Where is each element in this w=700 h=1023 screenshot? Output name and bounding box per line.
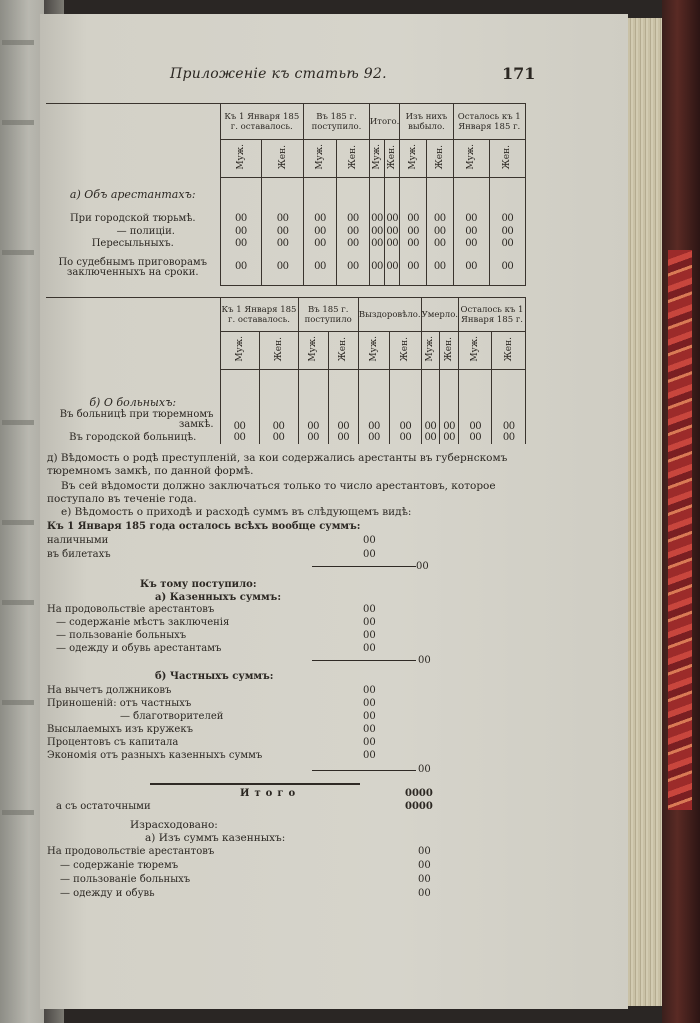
cell: 00 [489, 250, 525, 286]
table1-col-group: Осталось къ 1 Января 185 г. [453, 104, 526, 140]
spent-treasury-heading: а) Изъ суммъ казенныхъ: [145, 832, 286, 844]
table2-corner [46, 298, 220, 370]
sex-label: Жен. [387, 144, 398, 170]
paragraph-crimes: д) Вѣдомость о родѣ преступленій, за кои содержались арестанты въ губернскомъ тюремномъ замкѣ, по данной формѣ. [47, 452, 508, 477]
remainder-total-label: а съ остаточными [56, 801, 151, 812]
cell: 00 [220, 226, 262, 238]
cell: 00 [262, 250, 304, 286]
cell: 00 [298, 432, 328, 444]
ledger-value: 00 [363, 617, 376, 628]
table-row [46, 408, 526, 432]
cell: 00 [426, 212, 453, 226]
treasury-heading: а) Казенныхъ суммъ: [155, 592, 282, 603]
row-label: Въ городской больницѣ. [69, 431, 197, 443]
ledger-label: наличными [47, 535, 109, 546]
cell: 00 [358, 432, 389, 444]
cell: 00 [400, 212, 427, 226]
cell: 00 [328, 408, 358, 432]
sex-label: Жен. [400, 336, 411, 362]
cell: 00 [453, 250, 489, 286]
ledger-value: 00 [363, 604, 376, 615]
cell: 00 [369, 250, 384, 286]
cell: 00 [220, 212, 262, 226]
ledger-value: 00 [363, 698, 376, 709]
ledger-label: На вычетъ должниковъ [47, 685, 172, 696]
remainder-total-value: 0000 [405, 801, 433, 812]
sum-rule [312, 660, 416, 661]
cell: 00 [426, 238, 453, 250]
table2-col-group: Къ 1 Января 185 г. оставалось. [220, 298, 298, 332]
ledger-value: 00 [363, 643, 376, 654]
ledger-label: — одежду и обувь [60, 888, 155, 899]
ledger-value: 00 [363, 685, 376, 696]
table2-col-group: Осталось къ 1 Января 185 г. [459, 298, 526, 332]
cell: 00 [262, 238, 304, 250]
sex-label: Жен. [444, 336, 455, 362]
table-row [46, 226, 526, 238]
ledger-label: Приношеній: отъ частныхъ [47, 698, 192, 709]
sex-label: Жен. [434, 144, 445, 170]
ledger-value: 00 [363, 711, 376, 722]
table1-col-group: Изъ нихъ выбыло. [400, 104, 453, 140]
sex-label: Жен. [347, 144, 358, 170]
cell: 00 [336, 212, 369, 226]
cell: 00 [453, 226, 489, 238]
sex-label: Муж. [425, 336, 436, 362]
cell: 00 [426, 226, 453, 238]
ledger-value: 00 [363, 535, 376, 546]
sex-label: Жен. [338, 336, 349, 362]
cell: 00 [371, 225, 383, 237]
table1-col-group: Итого. [369, 104, 400, 140]
private-heading: б) Частныхъ суммъ: [155, 671, 274, 682]
ledger-value: 00 [363, 724, 376, 735]
cell: 00 [220, 250, 262, 286]
cell: 00 [371, 212, 383, 224]
total-rule [150, 783, 360, 785]
cell: 00 [390, 408, 421, 432]
cell: 00 [400, 250, 427, 286]
cell: 00 [385, 250, 400, 286]
cell: 00 [336, 226, 369, 238]
table1-col-group: Въ 185 г. поступило. [304, 104, 370, 140]
table-row [46, 238, 526, 250]
ledger-value: 00 [363, 549, 376, 560]
sex-label: Муж. [372, 144, 382, 170]
paragraph-note: Въ сей вѣдомости должно заключаться только то число арестантовъ, которое поступало въ теченіе года. [47, 480, 496, 505]
table1-section-label: а) Объ арестантахъ: [69, 187, 196, 201]
remainder-line: Къ 1 Января 185 года осталось всѣхъ вообще суммъ: [47, 521, 361, 532]
cell: 00 [304, 212, 337, 226]
ledger-value: 00 [418, 860, 431, 871]
ledger-value: 00 [418, 874, 431, 885]
ledger-label: — пользованіе больныхъ [60, 874, 191, 885]
subtotal: 00 [418, 655, 431, 666]
table-row [46, 432, 526, 444]
cell: 00 [262, 212, 304, 226]
cell: 00 [390, 432, 421, 444]
sex-label: Муж. [470, 336, 481, 362]
cell: 00 [371, 237, 383, 249]
sex-label: Жен. [277, 144, 288, 170]
cell: 00 [426, 250, 453, 286]
cell: 00 [489, 238, 525, 250]
cell: 00 [440, 408, 459, 432]
cell: 00 [421, 408, 440, 432]
prisoners-table [46, 103, 526, 286]
row-label: Пересыльныхъ. [91, 237, 174, 249]
sex-label: Муж. [308, 336, 319, 362]
ledger-label: — содержаніе тюремъ [60, 860, 179, 871]
cell: 00 [298, 408, 328, 432]
table2-col-group: Выздоровѣло. [358, 298, 421, 332]
ledger-label: — одежду и обувь арестантамъ [56, 643, 222, 654]
total-label: Итого [240, 788, 301, 799]
cell: 00 [304, 250, 337, 286]
cell: 00 [220, 408, 259, 432]
table-row [46, 212, 526, 226]
subtotal: 00 [416, 561, 429, 572]
cell: 00 [336, 250, 369, 286]
sex-label: Жен. [503, 336, 514, 362]
cell: 00 [459, 432, 492, 444]
cell: 00 [386, 237, 399, 249]
ledger-value: 00 [363, 737, 376, 748]
paragraph-accounts: е) Вѣдомость о приходѣ и расходѣ суммъ въ слѣдующемъ видѣ: [61, 506, 412, 518]
ledger-label: Процентовъ съ капитала [47, 737, 179, 748]
table1-corner [46, 104, 220, 178]
sex-label: Муж. [466, 144, 477, 170]
sex-label: Муж. [369, 336, 380, 362]
ledger-label: въ билетахъ [47, 549, 111, 560]
sex-label: Муж. [234, 336, 245, 362]
ledger-value: 00 [418, 888, 431, 899]
cell: 00 [304, 238, 337, 250]
cell: 00 [489, 226, 525, 238]
row-label: По судебнымъ приговорамъ заключенныхъ на сроки. [58, 256, 208, 278]
sex-label: Муж. [235, 144, 246, 170]
cell: 00 [453, 238, 489, 250]
sex-label: Жен. [273, 336, 284, 362]
row-label: — полиціи. [116, 225, 175, 237]
total-value: 0000 [405, 788, 433, 799]
cell: 00 [489, 212, 525, 226]
received-heading: Къ тому поступило: [140, 579, 257, 590]
table2-section-label: б) О больныхъ: [89, 395, 177, 409]
ledger-label: На продовольствіе арестантовъ [47, 846, 215, 857]
cell: 00 [328, 432, 358, 444]
row-label: При городской тюрьмѣ. [69, 212, 196, 224]
sum-rule [312, 566, 416, 567]
subtotal: 00 [418, 764, 431, 775]
cell: 00 [220, 238, 262, 250]
cell: 00 [304, 226, 337, 238]
sex-label: Жен. [502, 144, 513, 170]
row-label: Въ больницѣ при тюремномъ замкѣ. [59, 408, 214, 430]
cell: 00 [358, 408, 389, 432]
cell: 00 [262, 226, 304, 238]
cell: 00 [400, 238, 427, 250]
marbled-endpaper [668, 250, 692, 810]
cell: 00 [453, 212, 489, 226]
spent-heading: Израсходовано: [130, 819, 218, 831]
sick-table [46, 297, 526, 444]
cell: 00 [259, 432, 298, 444]
cell: 00 [336, 238, 369, 250]
sex-label: Муж. [408, 144, 419, 170]
cell: 00 [421, 432, 440, 444]
table2-col-group: Въ 185 г. поступило [298, 298, 358, 332]
table2-col-group: Умерло. [421, 298, 458, 332]
ledger-value: 00 [363, 750, 376, 761]
cell: 00 [386, 212, 399, 224]
table-row [46, 250, 526, 286]
sex-label: Муж. [315, 144, 326, 170]
ledger-label: — пользованіе больныхъ [56, 630, 187, 641]
table1-col-group: Къ 1 Января 185 г. оставалось. [220, 104, 304, 140]
ledger-label: Высылаемыхъ изъ кружекъ [47, 724, 193, 735]
cell: 00 [400, 226, 427, 238]
cell: 00 [459, 408, 492, 432]
cell: 00 [259, 408, 298, 432]
cell: 00 [386, 225, 399, 237]
ledger-value: 00 [363, 630, 376, 641]
cell: 00 [492, 408, 526, 432]
ledger-value: 00 [418, 846, 431, 857]
ledger-label: — содержаніе мѣстъ заключенія [56, 617, 230, 628]
cell: 00 [440, 432, 459, 444]
cell: 00 [492, 432, 526, 444]
ledger-label: Экономія отъ разныхъ казенныхъ суммъ [47, 750, 263, 761]
page-number: 171 [502, 64, 536, 83]
cell: 00 [220, 432, 259, 444]
ledger-label: На продовольствіе арестантовъ [47, 604, 215, 615]
ledger-label: — благотворителей [120, 711, 224, 722]
sum-rule [312, 770, 416, 771]
running-head: Приложеніе къ статьѣ 92. [170, 66, 387, 82]
